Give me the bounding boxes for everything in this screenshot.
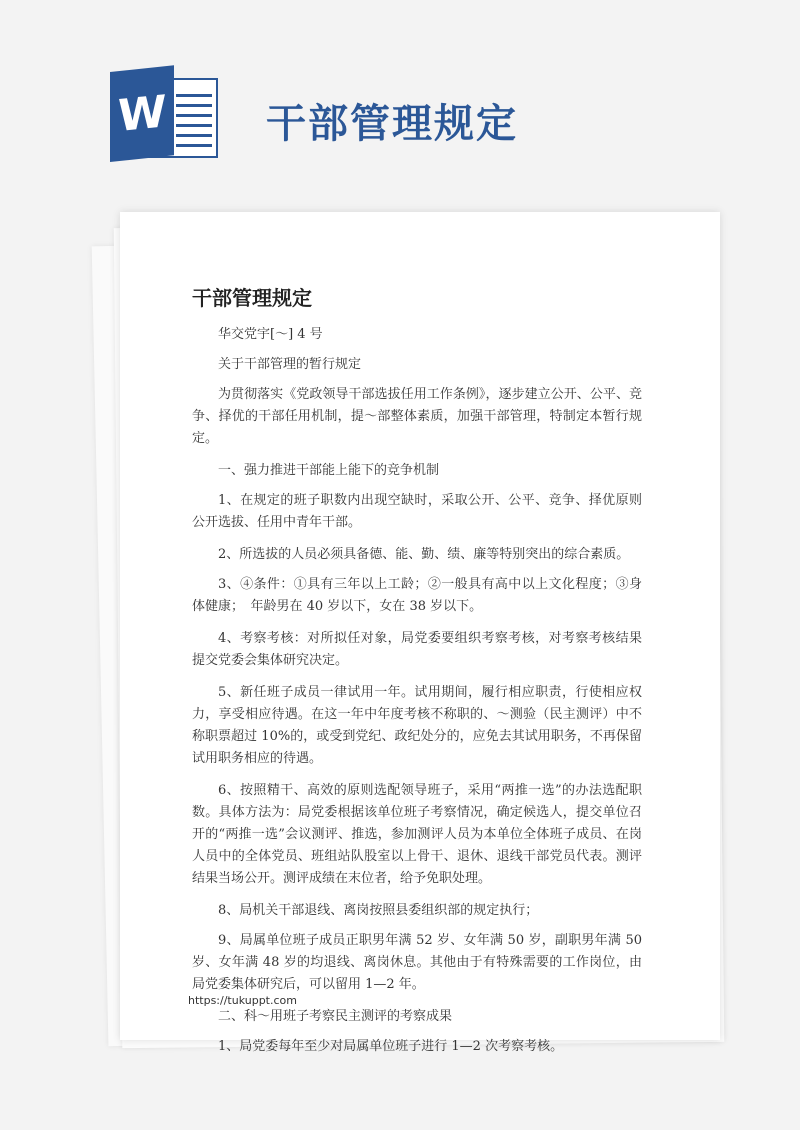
doc-number: 华交党宇[～] 4 号 — [218, 327, 323, 342]
paragraph: 5、新任班子成员一律试用一年。试用期间，履行相应职责，行使相应权力，享受相应待遇。在这一年中年度考核不称职的、～测验（民主测评）中不称职票超过 10%的，或受到党纪、政纪处分的，应免去其试用职务，不再保留试用职务相应的待遇。 — [192, 685, 642, 766]
document-body — [192, 324, 642, 1066]
word-badge: W — [110, 65, 174, 162]
paragraph: 8、局机关干部退线、离岗按照县委组织部的规定执行； — [218, 903, 539, 918]
document-title: 干部管理规定 — [192, 286, 312, 310]
section-heading: 一、强力推进干部能上能下的竞争机制 — [218, 463, 440, 478]
document-page — [120, 212, 720, 1054]
banner-title: 干部管理规定 — [266, 101, 518, 147]
paragraph: 为贯彻落实《党政领导干部选拔任用工作条例》，逐步建立公开、公平、竞争、择优的干部任用机制，提～部整体素质，加强干部管理，特制定本暂行规定。 — [192, 387, 642, 446]
paragraph: 6、按照精干、高效的原则选配领导班子，采用“两推一选”的办法选配职数。具体方法为：局党委根据该单位班子考察情况，确定候选人，提交单位召开的“两推一选”会议测评、推选，参加测评人员为本单位全体班子成员、在岗人员中的全体党员、班组站队股室以上骨干、退休、退线干部党员代表。测评结果当场公开。测评成绩在末位者，给予免职处理。 — [192, 783, 642, 886]
paragraph: 9、局属单位班子成员正职男年满 52 岁、女年满 50 岁，副职男年满 50 岁、女年满 48 岁的均退线、离岗休息。其他由于有特殊需要的工作岗位，由局党委集体研究后，可以留用 1—2 年。 — [192, 933, 642, 992]
paragraph: 3、④条件：①具有三年以上工龄；②一般具有高中以上文化程度；③身体健康； 年龄男在 40 岁以下，女在 38 岁以下。 — [192, 577, 642, 614]
paragraph: 2、所选拔的人员必须具备德、能、勤、绩、廉等特别突出的综合素质。 — [218, 547, 630, 562]
paragraph: 1、在规定的班子职数内出现空缺时，采取公开、公平、竞争、择优原则公开选拔、任用中青年干部。 — [192, 493, 642, 530]
footer-url: https://tukuppt.com — [188, 994, 297, 1007]
paragraph: 4、考察考核：对所拟任对象，局党委要组织考察考核，对考察考核结果提交党委会集体研究决定。 — [192, 631, 642, 668]
section-heading: 二、科～用班子考察民主测评的考察成果 — [218, 1009, 453, 1024]
doc-subject: 关于干部管理的暂行规定 — [218, 357, 362, 372]
word-icon — [110, 72, 220, 162]
header — [0, 0, 800, 200]
paragraph: 1、局党委每年至少对局属单位班子进行 1—2 次考察考核。 — [218, 1039, 564, 1054]
